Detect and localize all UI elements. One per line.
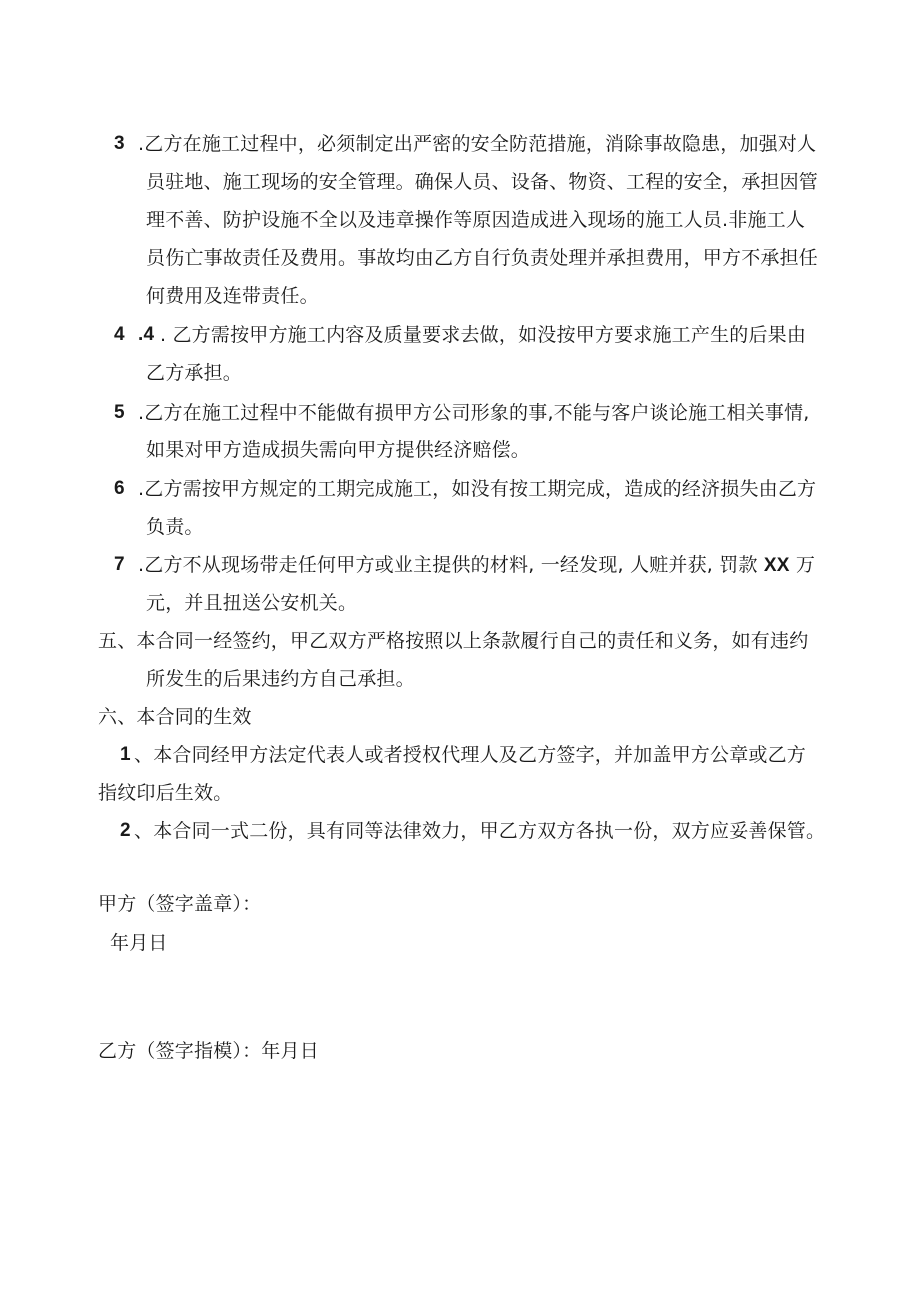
- clause-4-line-2: 乙方承担。: [146, 362, 243, 384]
- clause-5-line-2: 如果对甲方造成损失需向甲方提供经济赔偿。: [146, 439, 531, 461]
- section-6-item-2-text: 、本合同一式二份，具有同等法律效力，甲乙方双方各执一份，双方应妥善保管。: [134, 820, 826, 842]
- clause-3-line-2: 员驻地、施工现场的安全管理。确保人员、设备、物资、工程的安全，承担因管: [146, 171, 819, 193]
- clause-3-line-1: .乙方在施工过程中，必须制定出严密的安全防范措施，消除事故隐患，加强对人: [138, 133, 817, 155]
- clause-5-line-1: .乙方在施工过程中不能做有损甲方公司形象的事,不能与客户谈论施工相关事情,: [138, 402, 810, 424]
- party-a-signature-label: 甲方（签字盖章）：: [98, 893, 262, 915]
- clause-4-line-1: . 乙方需按甲方施工内容及质量要求去做，如没按甲方要求施工产生的后果由: [160, 324, 807, 346]
- clause-7-number: 7: [114, 554, 125, 575]
- clause-6-number: 6: [114, 478, 125, 499]
- clause-7-line-1: [138, 552, 815, 579]
- party-b-signature-label: 乙方（签字指模）：年月日: [98, 1040, 319, 1062]
- clause-4-number: 4: [114, 324, 125, 345]
- fine-unit: 万: [789, 554, 816, 576]
- section-5-line-2: 所发生的后果违约方自己承担。: [146, 668, 415, 690]
- section-6-item-1-line-1: 、本合同经甲方法定代表人或者授权代理人及乙方签字，并加盖甲方公章或乙方: [134, 744, 807, 766]
- clause-6-line-1: .乙方需按甲方规定的工期完成施工，如没有按工期完成，造成的经济损失由乙方: [138, 478, 817, 500]
- section-6-item-1-line-2: 指纹印后生效。: [98, 782, 233, 804]
- section-6-item-2-number: 2: [120, 820, 131, 841]
- clause-3-line-5: 何费用及连带责任。: [146, 285, 319, 307]
- party-a-date: 年月日: [110, 932, 168, 954]
- clause-3-line-4: 员伤亡事故责任及费用。事故均由乙方自行负责处理并承担费用，甲方不承担任: [146, 247, 819, 269]
- clause-3-number: 3: [114, 133, 125, 154]
- clause-5-number: 5: [114, 402, 125, 423]
- section-6-item-1-number: 1: [120, 744, 131, 765]
- clause-4-prefix: .4: [138, 324, 155, 345]
- section-6-title: 六、本合同的生效: [98, 706, 252, 728]
- clause-3-line-3: 理不善、防护设施不全以及违章操作等原因造成进入现场的施工人员.非施工人: [146, 209, 806, 231]
- clause-6-line-2: 负责。: [146, 516, 204, 538]
- section-5-line-1: 五、本合同一经签约，甲乙双方严格按照以上条款履行自己的责任和义务，如有违约: [98, 630, 809, 652]
- fine-amount: XX: [763, 555, 790, 576]
- clause-7-line-1-text: .乙方不从现场带走任何甲方或业主提供的材料, 一经发现, 人赃并获, 罚款: [138, 554, 764, 576]
- clause-7-line-2: 元，并且扭送公安机关。: [146, 592, 358, 614]
